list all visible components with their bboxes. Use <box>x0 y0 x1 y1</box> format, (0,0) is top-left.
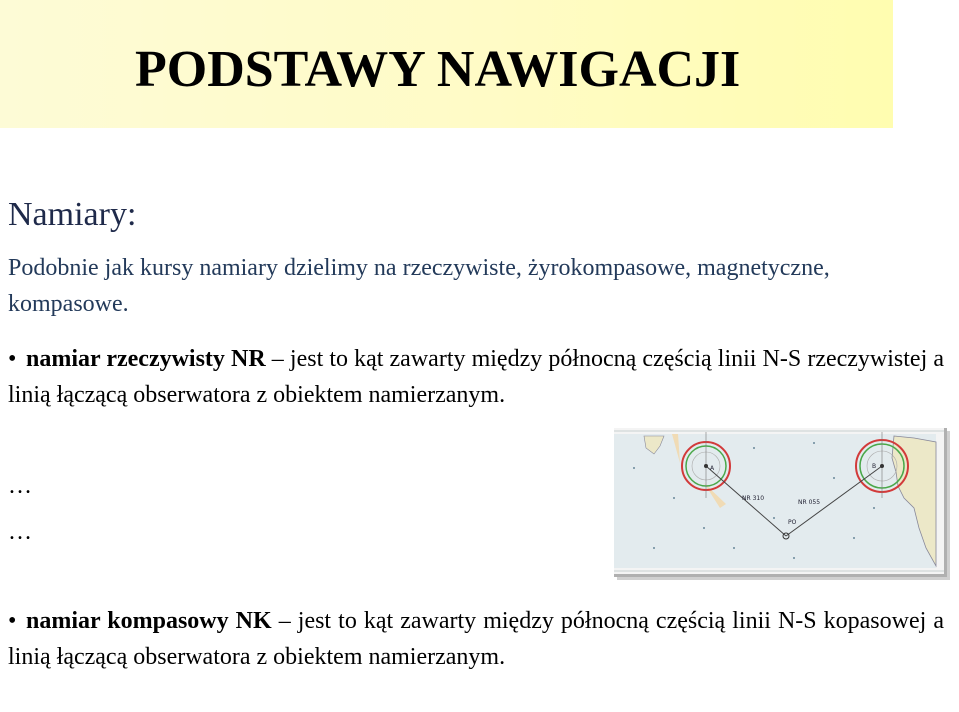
bullet-dot-icon: • <box>8 608 17 634</box>
definition-true-bearing: – jest to kąt zawarty między północną częścią linii N-S rzeczywistej a linią łączącą obserwatora z obiektem namierzanym. <box>8 346 945 408</box>
section-heading: Namiary: <box>8 196 137 233</box>
bullet-true-bearing <box>8 341 944 413</box>
map-label-po: PO <box>788 519 797 526</box>
bullet-compass-bearing <box>8 603 944 675</box>
intro-paragraph: Podobnie jak kursy namiary dzielimy na rzeczywiste, żyrokompasowe, magnetyczne, kompasowe. <box>8 255 830 317</box>
nautical-chart-image <box>614 428 947 577</box>
definition-compass-bearing: – jest to kąt zawarty między północną częścią linii N-S kopasowej a linią łączącą obserwatora z obiektem namierzanym. <box>8 608 944 670</box>
ellipsis-2: … <box>8 519 32 545</box>
page-title: PODSTAWY NAWIGACJI <box>135 41 741 98</box>
map-label-nr1: NR 310 <box>742 495 765 502</box>
ellipsis-1: … <box>8 473 32 499</box>
bullet-dot-icon: • <box>8 346 17 372</box>
map-label-b: B <box>872 463 877 470</box>
term-true-bearing: namiar rzeczywisty NR <box>26 346 266 372</box>
map-label-nr2: NR 055 <box>798 499 821 506</box>
title-banner <box>0 0 893 128</box>
chart-drawing <box>614 428 944 574</box>
term-compass-bearing: namiar kompasowy NK <box>26 608 272 634</box>
map-label-a: A <box>710 465 715 472</box>
